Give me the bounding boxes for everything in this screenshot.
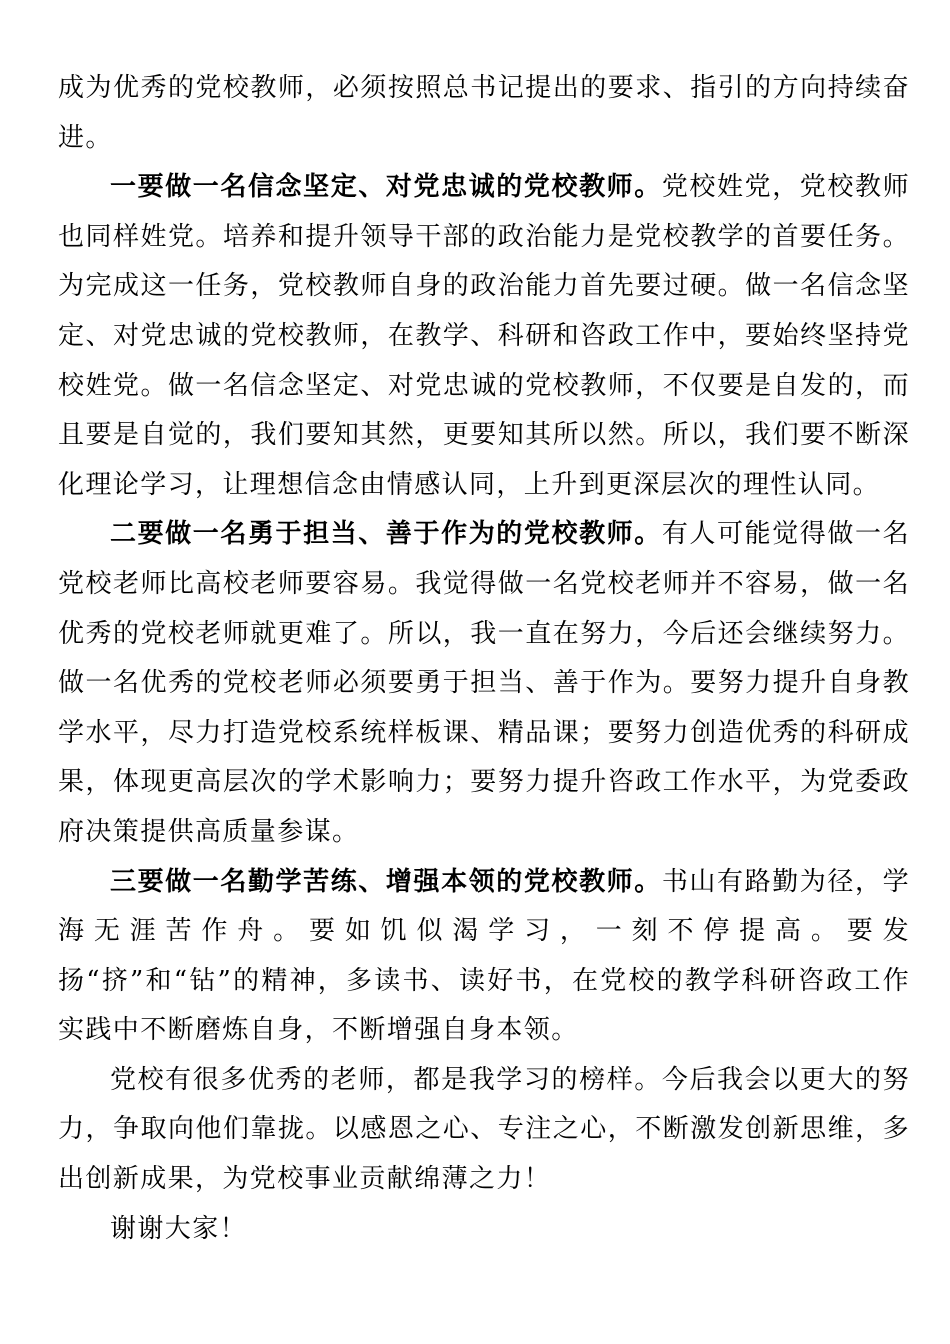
closing-paragraph: 党校有很多优秀的老师，都是我学习的榜样。今后我会以更大的努力，争取向他们靠拢。以感恩之心、专注之心，不断激发创新思维，多出创新成果，为党校事业贡献绵薄之力！: [58, 1064, 910, 1195]
section-2-heading: 二要做一名勇于担当、善于作为的党校教师。: [110, 519, 662, 550]
section-3-paragraph: [58, 858, 910, 1056]
section-1-body: 党校姓党，党校教师也同样姓党。培养和提升领导干部的政治能力是党校教学的首要任务。为完成这一任务，党校教师自身的政治能力首先要过硬。做一名信念坚定、对党忠诚的党校教师，在教学、科研和咨政工作中，要始终坚持党校姓党。做一名信念坚定、对党忠诚的党校教师，不仅要是自发的，而且要是自觉的，我们要知其然，更要知其所以然。所以，我们要不断深化理论学习，让理想信念由情感认同，上升到更深层次的理性认同。: [58, 172, 910, 500]
opening-line: 成为优秀的党校教师，必须按照总书记提出的要求、指引的方向持续奋进。: [58, 73, 910, 153]
section-2-body: 有人可能觉得做一名党校老师比高校老师要容易。我觉得做一名党校老师并不容易，做一名优秀的党校老师就更难了。所以，我一直在努力，今后还会继续努力。做一名优秀的党校老师必须要勇于担当、善于作为。要努力提升自身教学水平，尽力打造党校系统样板课、精品课；要努力创造优秀的科研成果，体现更高层次的学术影响力；要努力提升咨政工作水平，为党委政府决策提供高质量参谋。: [58, 519, 910, 847]
document-page: [58, 64, 910, 1254]
section-2-paragraph: [58, 510, 910, 857]
section-1-paragraph: [58, 163, 910, 510]
section-1-heading: 一要做一名信念坚定、对党忠诚的党校教师。: [110, 172, 662, 203]
section-3-body: 书山有路勤为径，学海无涯苦作舟。要如饥似渴学习，一刻不停提高。要发扬“挤”和“钻”的精神，多读书、读好书，在党校的教学科研咨政工作实践中不断磨炼自身，不断增强自身本领。: [58, 866, 910, 1046]
thanks-line: 谢谢大家！: [110, 1213, 248, 1244]
section-3-heading: 三要做一名勤学苦练、增强本领的党校教师。: [110, 866, 662, 897]
